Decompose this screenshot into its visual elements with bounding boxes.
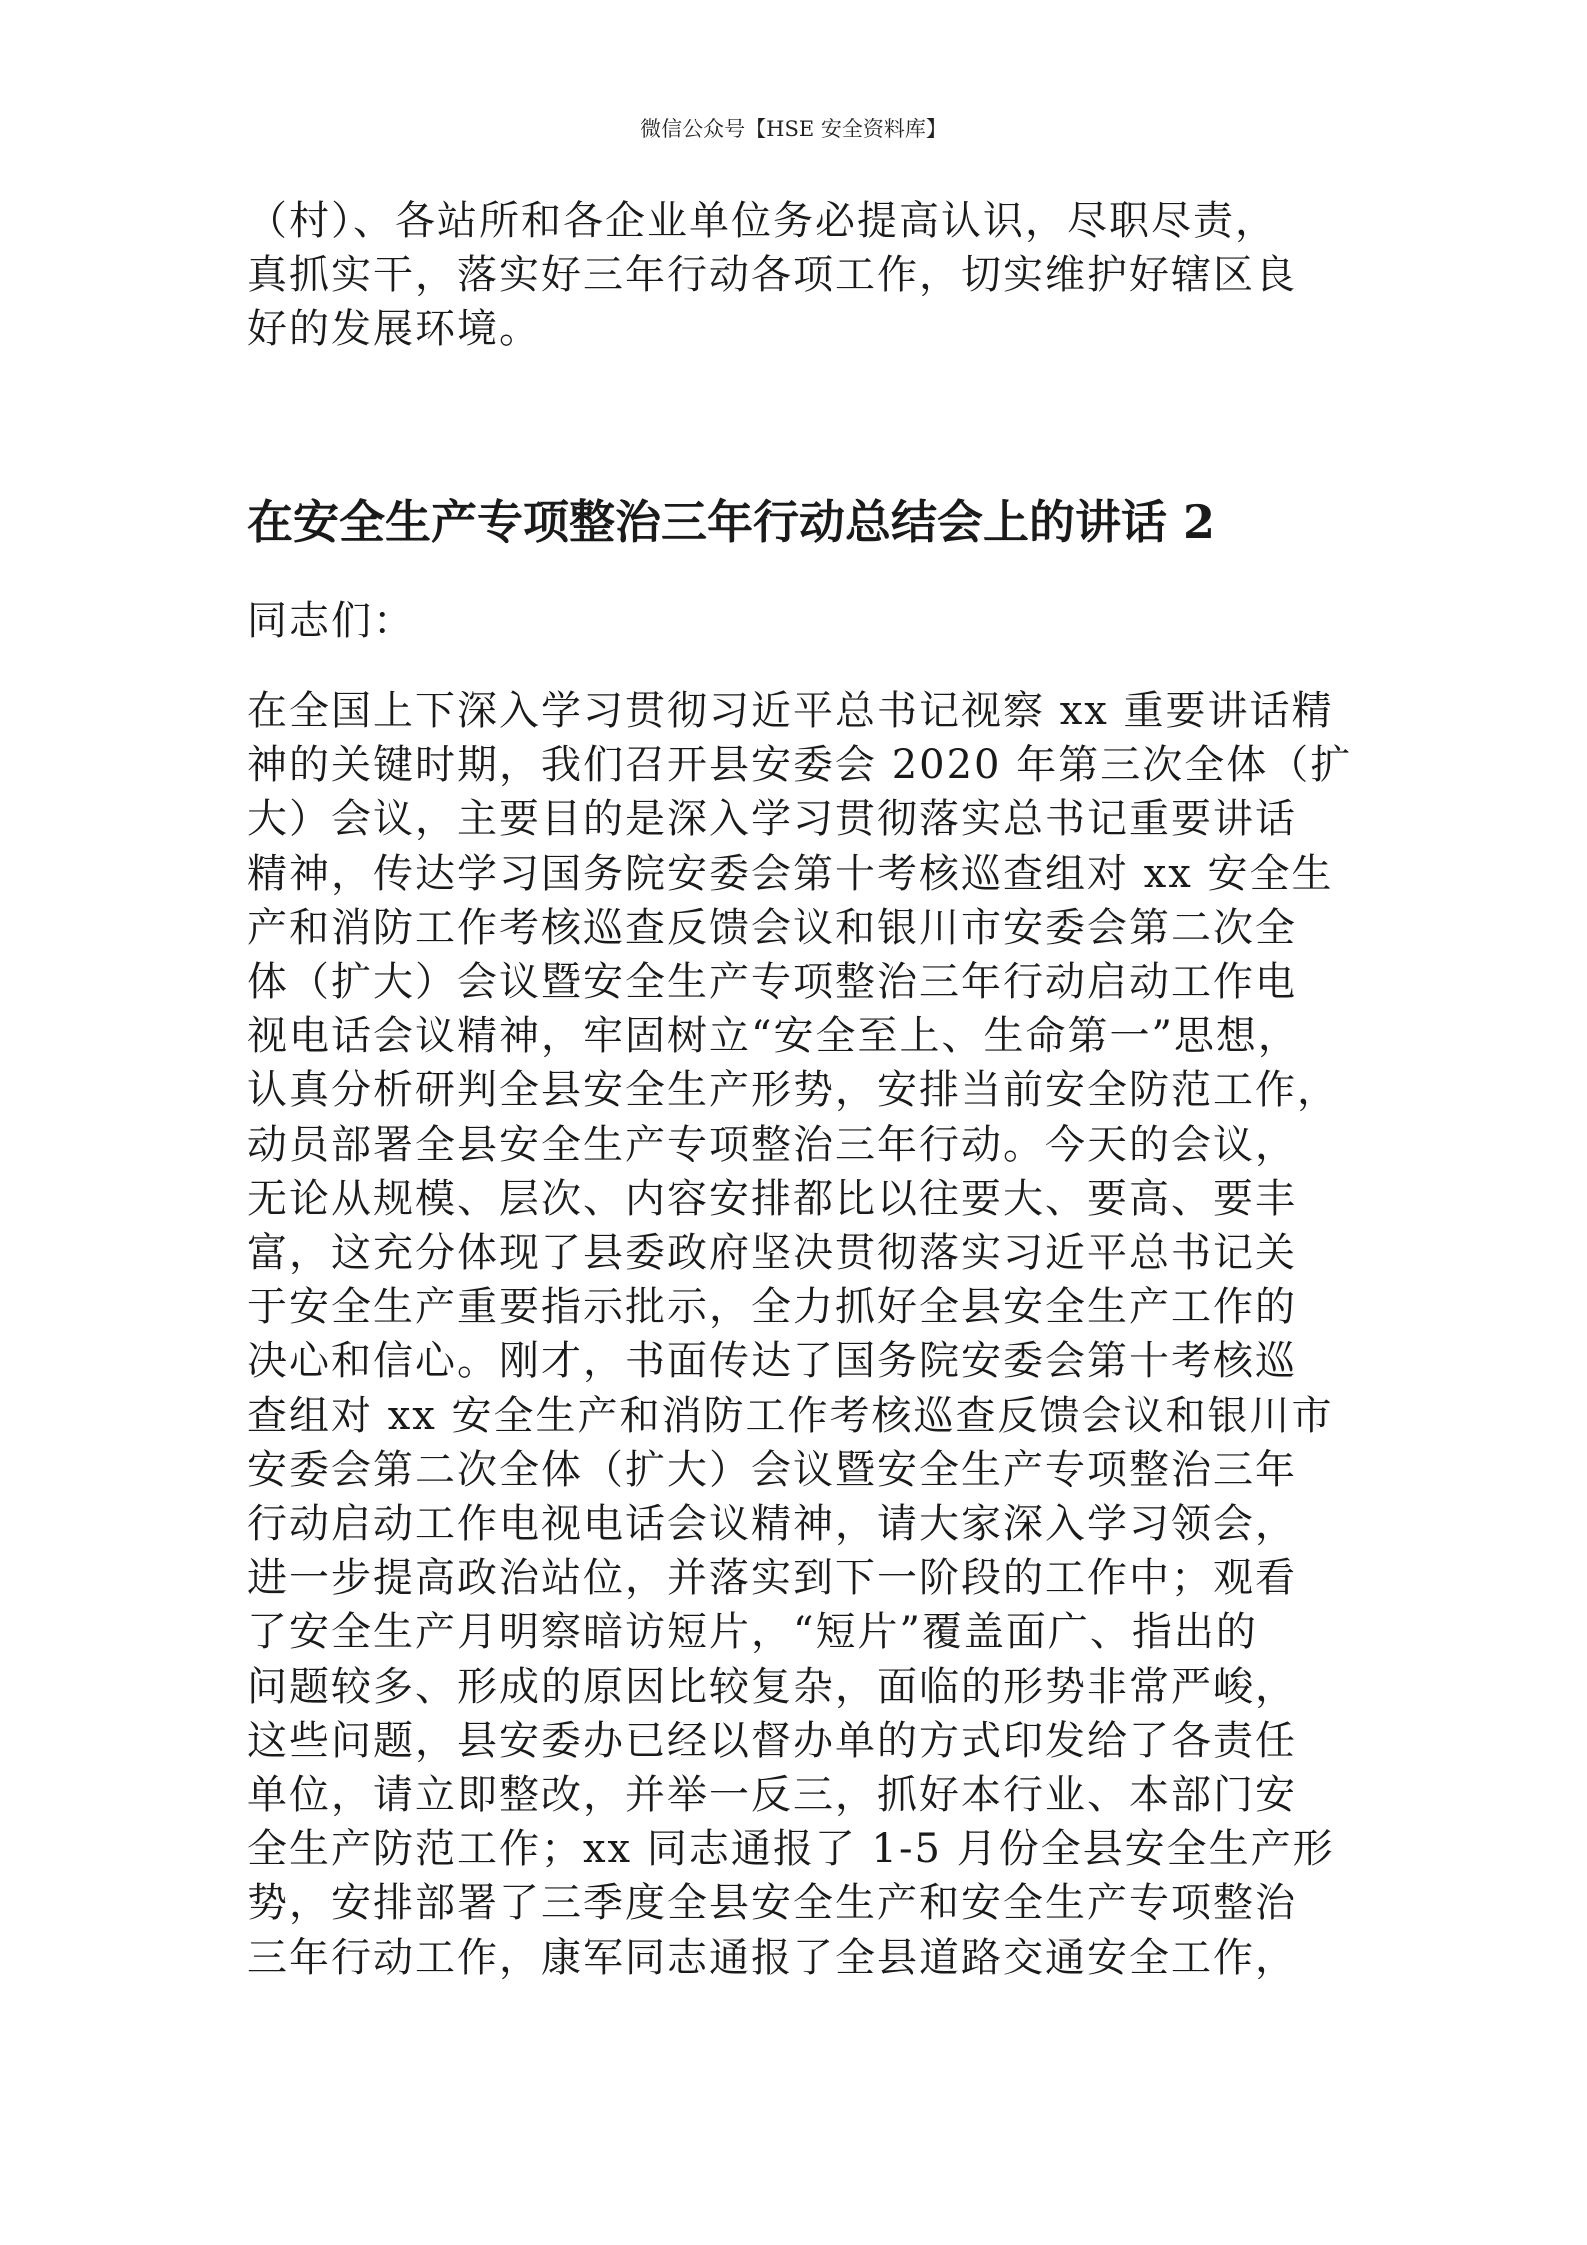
paragraph-line: 单位，请立即整改，并举一反三，抓好本行业、本部门安 xyxy=(247,1772,1297,1819)
paragraph-line: 问题较多、形成的原因比较复杂，面临的形势非常严峻， xyxy=(247,1663,1297,1710)
paragraph-line: 决心和信心。刚才，书面传达了国务院安委会第十考核巡 xyxy=(247,1338,1297,1385)
paragraph-line: 三年行动工作，康军同志通报了全县道路交通安全工作， xyxy=(247,1934,1297,1981)
paragraph-line: 好的发展环境。 xyxy=(247,306,541,353)
salutation: 同志们： xyxy=(247,598,415,644)
paragraph-line: 安委会第二次全体（扩大）会议暨安全生产专项整治三年 xyxy=(247,1446,1297,1493)
paragraph-line: 体（扩大）会议暨安全生产专项整治三年行动启动工作电 xyxy=(247,959,1297,1006)
paragraph-line: 精神，传达学习国务院安委会第十考核巡查组对 xx 安全生 xyxy=(247,850,1334,897)
paragraph-line: 这些问题，县安委办已经以督办单的方式印发给了各责任 xyxy=(247,1717,1297,1764)
paragraph-line: 动员部署全县安全生产专项整治三年行动。今天的会议， xyxy=(247,1121,1297,1168)
paragraph-line: 势，安排部署了三季度全县安全生产和安全生产专项整治 xyxy=(247,1880,1297,1927)
paragraph-line: 进一步提高政治站位，并落实到下一阶段的工作中；观看 xyxy=(247,1555,1297,1602)
paragraph-line: 全生产防范工作；xx 同志通报了 1-5 月份全县安全生产形 xyxy=(247,1826,1335,1873)
paragraph-line: 无论从规模、层次、内容安排都比以往要大、要高、要丰 xyxy=(247,1175,1297,1222)
paragraph-line: 产和消防工作考核巡查反馈会议和银川市安委会第二次全 xyxy=(247,904,1297,951)
paragraph-line: 行动启动工作电视电话会议精神，请大家深入学习领会， xyxy=(247,1501,1297,1548)
section-title: 在安全生产专项整治三年行动总结会上的讲话 2 xyxy=(247,495,1216,549)
paragraph-line: 真抓实干，落实好三年行动各项工作，切实维护好辖区良 xyxy=(247,252,1297,299)
paragraph-line: 认真分析研判全县安全生产形势，安排当前安全防范工作， xyxy=(247,1067,1339,1114)
main-paragraph xyxy=(247,684,1353,1985)
paragraph-line: 在全国上下深入学习贯彻习近平总书记视察 xx 重要讲话精 xyxy=(247,688,1334,734)
paragraph-line: 查组对 xx 安全生产和消防工作考核巡查反馈会议和银川市 xyxy=(247,1392,1334,1439)
continuation-paragraph xyxy=(247,194,1347,357)
paragraph-line: 视电话会议精神，牢固树立“安全至上、生命第一”思想， xyxy=(247,1013,1300,1060)
paragraph-line: 了安全生产月明察暗访短片，“短片”覆盖面广、指出的 xyxy=(247,1609,1258,1656)
page-header: 微信公众号【HSE 安全资料库】 xyxy=(640,117,947,141)
paragraph-line: 大）会议，主要目的是深入学习贯彻落实总书记重要讲话 xyxy=(247,796,1297,843)
paragraph-line: （村）、各站所和各企业单位务必提高认识，尽职尽责， xyxy=(247,198,1277,244)
paragraph-line: 富，这充分体现了县委政府坚决贯彻落实习近平总书记关 xyxy=(247,1230,1297,1277)
paragraph-line: 神的关键时期，我们召开县安委会 2020 年第三次全体（扩 xyxy=(247,742,1353,789)
paragraph-line: 于安全生产重要指示批示，全力抓好全县安全生产工作的 xyxy=(247,1284,1297,1331)
